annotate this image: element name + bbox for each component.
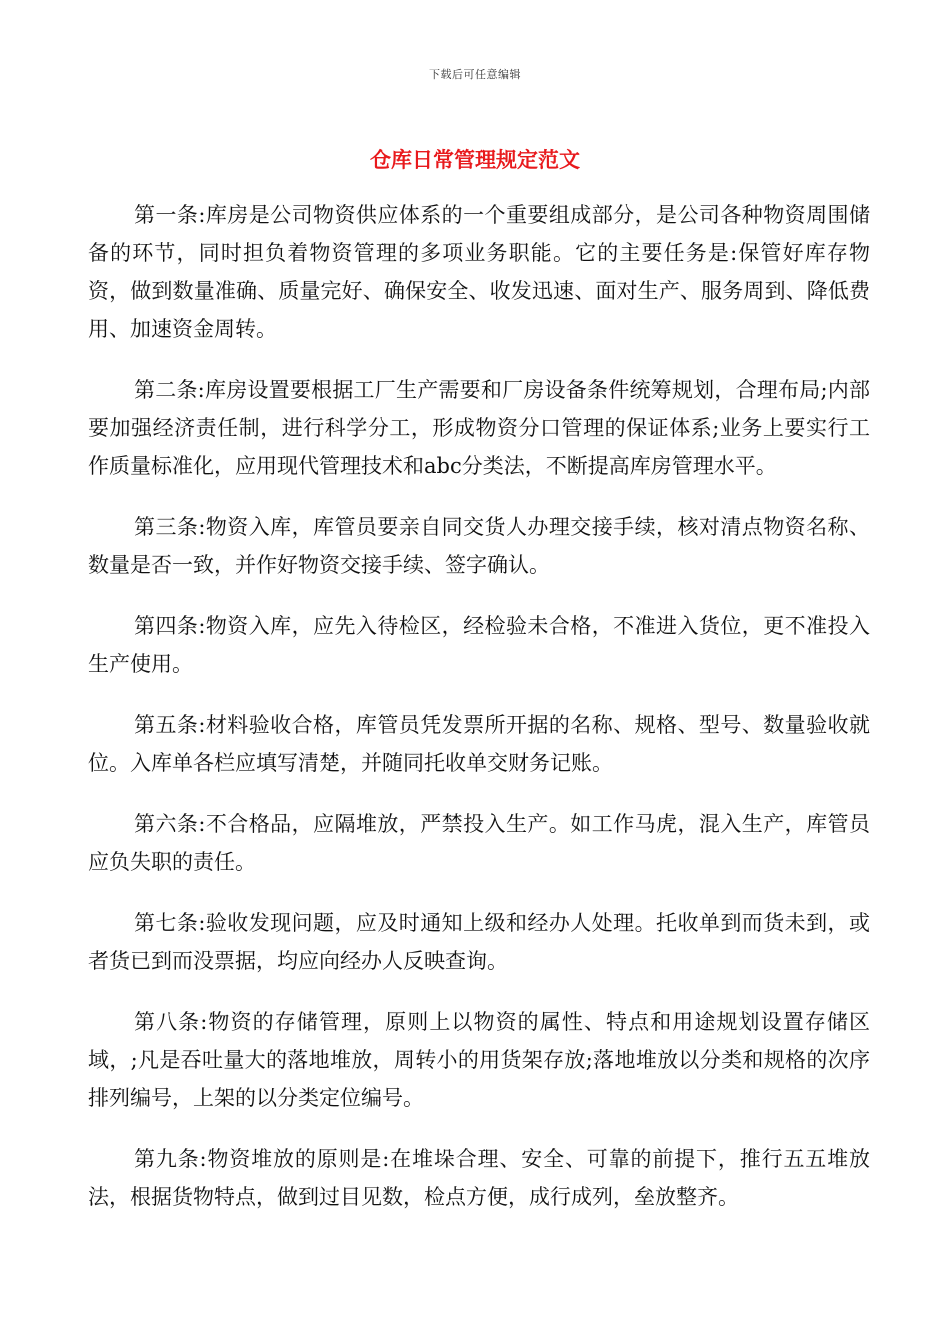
article-9: 第九条:物资堆放的原则是:在堆垛合理、安全、可靠的前提下，推行五五堆放法，根据货物特点，做到过目见数，检点方便，成行成列，垒放整齐。 xyxy=(88,1147,870,1209)
article-4: 第四条:物资入库，应先入待检区，经检验未合格，不准进入货位，更不准投入生产使用。 xyxy=(88,614,870,676)
article-3: 第三条:物资入库，库管员要亲自同交货人办理交接手续，核对清点物资名称、数量是否一致，并作好物资交接手续、签字确认。 xyxy=(88,515,870,577)
article-2: 第二条:库房设置要根据工厂生产需要和厂房设备条件统筹规划，合理布局;内部要加强经济责任制，进行科学分工，形成物资分口管理的保证体系;业务上要实行工作质量标准化，应用现代管理技术和abc分类法，不断提高库房管理水平。 xyxy=(88,378,870,478)
article-7: 第七条:验收发现问题，应及时通知上级和经办人处理。托收单到而货未到，或者货已到而没票据，均应向经办人反映查询。 xyxy=(88,911,870,973)
article-5: 第五条:材料验收合格，库管员凭发票所开据的名称、规格、型号、数量验收就位。入库单各栏应填写清楚，并随同托收单交财务记账。 xyxy=(88,713,870,775)
article-1: 第一条:库房是公司物资供应体系的一个重要组成部分，是公司各种物资周围储备的环节，同时担负着物资管理的多项业务职能。它的主要任务是:保管好库存物资，做到数量准确、质量完好、确保安全、收发迅速、面对生产、服务周到、降低费用、加速资金周转。 xyxy=(88,203,870,341)
document-body xyxy=(88,196,870,1239)
header-note: 下载后可任意编辑 xyxy=(429,68,521,81)
document-title: 仓库日常管理规定范文 xyxy=(370,147,580,172)
article-8: 第八条:物资的存储管理，原则上以物资的属性、特点和用途规划设置存储区域，;凡是吞吐量大的落地堆放，周转小的用货架存放;落地堆放以分类和规格的次序排列编号，上架的以分类定位编号。 xyxy=(88,1010,870,1110)
article-6: 第六条:不合格品，应隔堆放，严禁投入生产。如工作马虎，混入生产，库管员应负失职的责任。 xyxy=(88,812,870,874)
